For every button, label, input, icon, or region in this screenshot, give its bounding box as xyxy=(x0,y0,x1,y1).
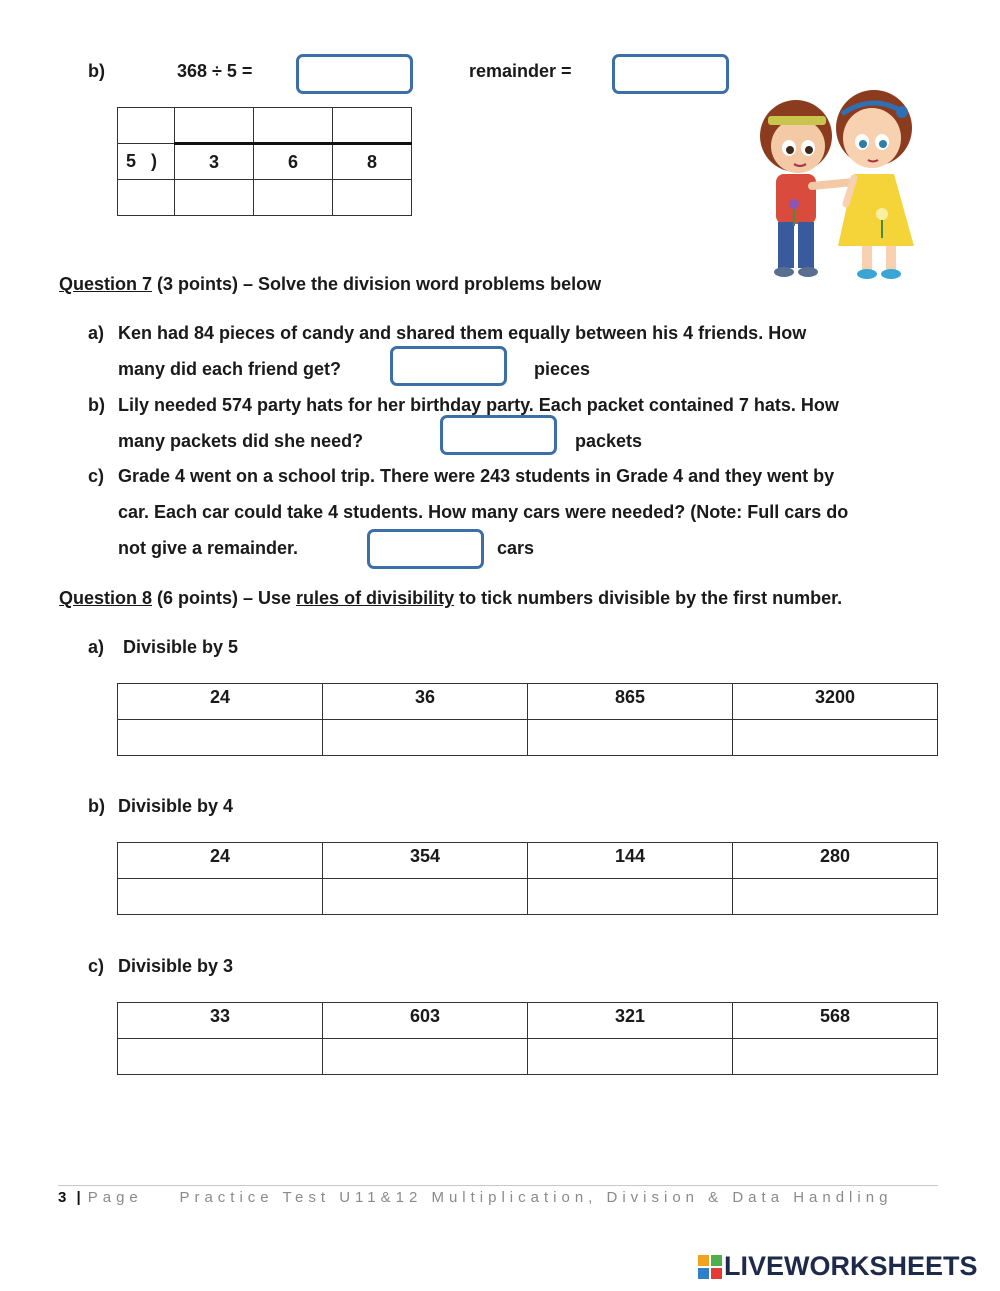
q8c-table xyxy=(117,1002,938,1075)
q8a-table xyxy=(117,683,938,756)
q8-rules-link: rules of divisibility xyxy=(296,588,455,608)
q7c-line2: car. Each car could take 4 students. How many cars were needed? (Note: Full cars do xyxy=(118,502,849,522)
q6b-remainder-label: remainder = xyxy=(469,61,572,81)
tick-cell[interactable] xyxy=(118,879,323,915)
divisor-cell xyxy=(118,144,175,180)
footer-title: Practice Test U11&12 Multiplication, Division & Data Handling xyxy=(179,1189,893,1206)
q8c-label: c) xyxy=(88,956,105,976)
grid-cell[interactable] xyxy=(175,180,254,216)
tick-cell[interactable] xyxy=(118,720,323,756)
q6b-expression: 368 ÷ 5 = xyxy=(177,61,253,81)
tick-cell[interactable] xyxy=(323,720,528,756)
q8-points-post: to tick numbers divisible by the first number. xyxy=(454,588,843,608)
grid-cell[interactable] xyxy=(118,108,175,144)
number-cell: 24 xyxy=(118,684,323,720)
q7b-unit: packets xyxy=(575,431,643,451)
dividend-digit: 6 xyxy=(254,144,333,180)
q8a-heading: Divisible by 5 xyxy=(123,637,239,657)
number-cell: 3200 xyxy=(733,684,938,720)
q8-points-pre: (6 points) – Use xyxy=(152,588,297,608)
divisor: 5 xyxy=(126,151,137,171)
dividend-digit: 3 xyxy=(175,144,254,180)
tick-cell[interactable] xyxy=(118,1039,323,1075)
q7a-line2: many did each friend get? xyxy=(118,359,342,379)
q8c-heading: Divisible by 3 xyxy=(118,956,234,976)
number-cell: 36 xyxy=(323,684,528,720)
grid-cell[interactable] xyxy=(254,180,333,216)
number-cell: 603 xyxy=(323,1003,528,1039)
tick-cell[interactable] xyxy=(528,1039,733,1075)
number-cell: 568 xyxy=(733,1003,938,1039)
number-cell: 280 xyxy=(733,843,938,879)
q7a-label: a) xyxy=(88,323,105,343)
q8-heading xyxy=(59,588,842,609)
logo-text: LIVEWORKSHEETS xyxy=(724,1251,978,1281)
number-cell: 144 xyxy=(528,843,733,879)
grid-cell[interactable] xyxy=(333,108,412,144)
q6b-remainder-answer-box[interactable] xyxy=(612,54,729,94)
tick-cell[interactable] xyxy=(733,720,938,756)
q6b-quotient-answer-box[interactable] xyxy=(296,54,413,94)
liveworksheets-logo-icon xyxy=(698,1255,722,1279)
q8-title: Question 8 xyxy=(59,588,153,608)
q7b-line2: many packets did she need? xyxy=(118,431,364,451)
tick-cell[interactable] xyxy=(323,1039,528,1075)
dividend-digit: 8 xyxy=(333,144,412,180)
page-footer xyxy=(58,1189,892,1206)
long-division-grid xyxy=(117,107,412,216)
tick-cell[interactable] xyxy=(323,879,528,915)
q7b-line1: Lily needed 574 party hats for her birthday party. Each packet contained 7 hats. How xyxy=(118,395,839,415)
tick-cell[interactable] xyxy=(733,879,938,915)
number-cell: 321 xyxy=(528,1003,733,1039)
grid-cell[interactable] xyxy=(118,180,175,216)
number-cell: 24 xyxy=(118,843,323,879)
number-cell: 33 xyxy=(118,1003,323,1039)
q7c-label: c) xyxy=(88,466,105,486)
children-illustration xyxy=(754,86,934,282)
q7a-line1: Ken had 84 pieces of candy and shared them equally between his 4 friends. How xyxy=(118,323,807,343)
q7a-unit: pieces xyxy=(534,359,591,379)
division-bracket: ) xyxy=(151,151,158,171)
page-number: 3 xyxy=(58,1189,68,1206)
footer-separator: | xyxy=(76,1189,82,1206)
q7c-answer-box[interactable] xyxy=(367,529,484,569)
liveworksheets-logo xyxy=(698,1251,978,1282)
q7b-label: b) xyxy=(88,395,105,415)
q7c-line3: not give a remainder. xyxy=(118,538,299,558)
q8a-label: a) xyxy=(88,637,105,657)
tick-cell[interactable] xyxy=(528,879,733,915)
q7b-answer-box[interactable] xyxy=(440,415,557,455)
q7-heading xyxy=(59,274,601,295)
q7a-answer-box[interactable] xyxy=(390,346,507,386)
q6b-label: b) xyxy=(88,61,105,81)
q7c-line1: Grade 4 went on a school trip. There were 243 students in Grade 4 and they went by xyxy=(118,466,835,486)
q7c-unit: cars xyxy=(497,538,535,558)
q8b-heading: Divisible by 4 xyxy=(118,796,234,816)
grid-cell[interactable] xyxy=(254,108,333,144)
tick-cell[interactable] xyxy=(528,720,733,756)
number-cell: 865 xyxy=(528,684,733,720)
grid-cell[interactable] xyxy=(175,108,254,144)
grid-cell[interactable] xyxy=(333,180,412,216)
q8b-table xyxy=(117,842,938,915)
tick-cell[interactable] xyxy=(733,1039,938,1075)
q7-points: (3 points) – Solve the division word problems below xyxy=(152,274,602,294)
footer-rule xyxy=(58,1185,938,1186)
page-word: Page xyxy=(87,1189,143,1206)
number-cell: 354 xyxy=(323,843,528,879)
q7-title: Question 7 xyxy=(59,274,153,294)
q8b-label: b) xyxy=(88,796,105,816)
